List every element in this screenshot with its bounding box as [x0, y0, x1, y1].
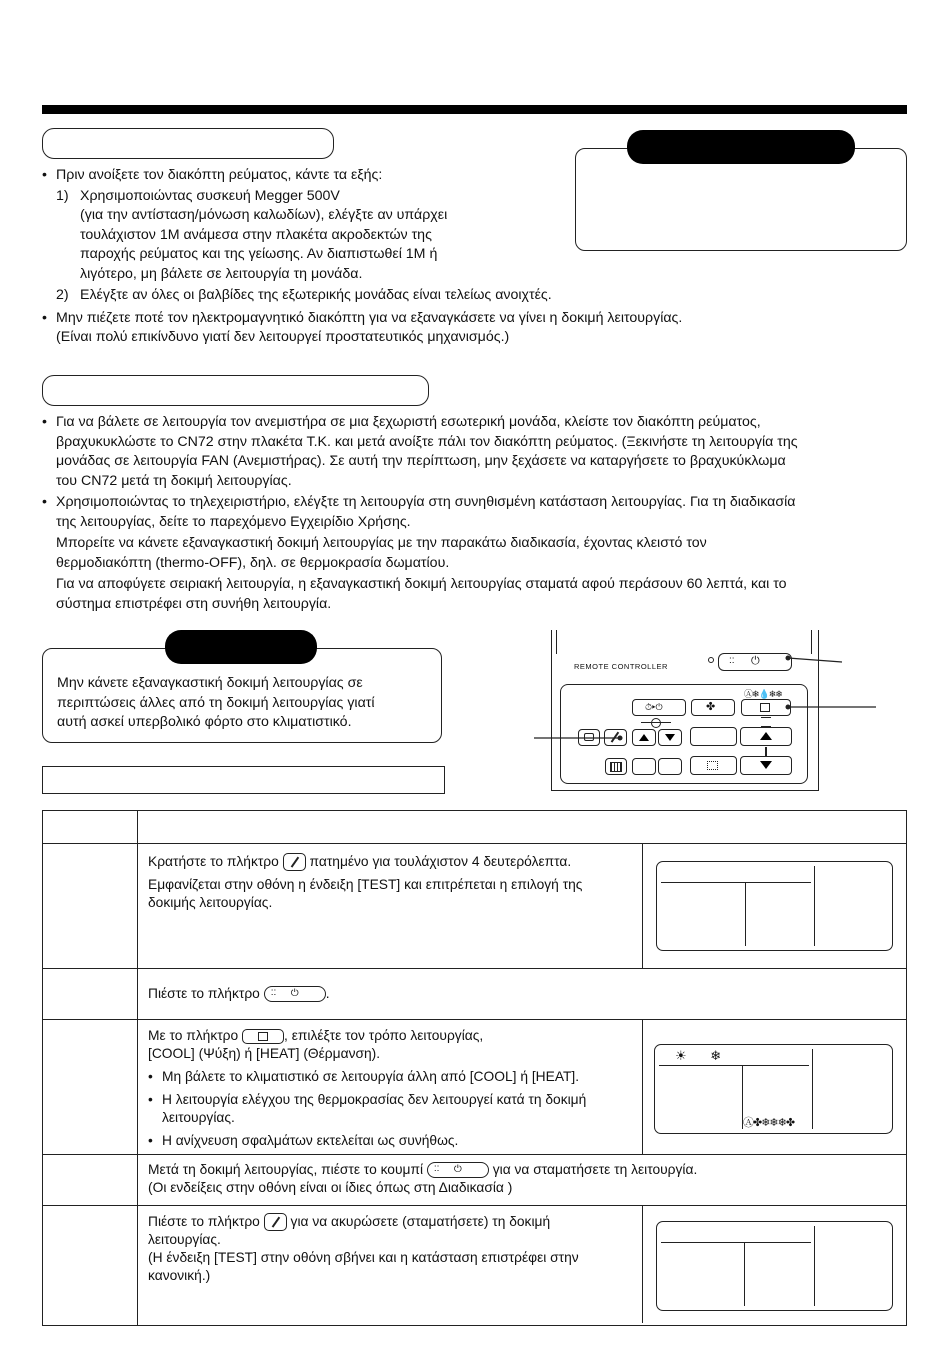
power-icon: ⏻: [751, 655, 760, 667]
remote-blank-button-2[interactable]: [632, 758, 656, 775]
table-row-divider-2: [43, 1019, 906, 1020]
down-arrow-icon: [760, 761, 772, 769]
step3-lcd-display: [654, 1044, 893, 1134]
section2-para3: Μπορείτε να κάνετε εξαναγκαστική δοκιμή λειτουργίας με την παρακάτω διαδικασία, έχοντας κλειστό τον θερμοδιακόπτη (thermo-OFF), δηλ. σε θερμοκρασία δωματίου.: [56, 535, 707, 571]
top-rule: [42, 105, 907, 114]
section1-item1: 1) Χρησιμοποιώντας συσκευή Megger 500V (για την αντίσταση/μόνωση καλωδίων), ελέγξτε αν υπάρχει τουλάχιστον 1M ανάμεσα στην πλακέτα ακροδεκτών της παροχής ρεύματος και της γείωσης. Αν διαπιστωθεί 1M ή λιγότερο, μη βάλετε σε λειτουργία τη μονάδα.: [56, 187, 448, 282]
table-lcd-divider-5: [642, 1205, 643, 1323]
remote-run-stop-button[interactable]: :: ⏻: [718, 653, 792, 671]
section1-bullet2: • Μην πιέζετε ποτέ τον ηλεκτρομαγνητικό διακόπτη για να εξαναγκάσετε να γίνει η δοκιμή λειτουργίας. (Είναι πολύ επικίνδυνο γιατί δεν λειτουργεί προστατευτικός μηχανισμός.): [42, 309, 683, 345]
step3-bullet2: • Η λειτουργία ελέγχου της θερμοκρασίας δεν λειτουργεί κατά τη δοκιμή λειτουργίας.: [148, 1092, 587, 1125]
test-key-icon: [283, 853, 306, 871]
caution-text: Μην κάνετε εξαναγκαστική δοκιμή λειτουργίας σε περιπτώσεις άλλες από τη δοκιμή λειτουργίας γιατί αυτή ασκεί υπερβολικό φόρτο στο κλιματιστικό.: [57, 675, 375, 730]
section2-bullet1: • Για να βάλετε σε λειτουργία τον ανεμιστήρα σε μια ξεχωριστή εσωτερική μονάδα, κλείστε τον διακόπτη ρεύματος, βραχυκυκλώστε το CN72 στην πλακέτα Τ.Κ. και μετά ανοίξτε πάλι τον διακόπτη ρεύματος. (Ξεκινήστε τη λειτουργία της μονάδας σε λειτουργία FAN (Ανεμιστήρας). Σε αυτή την περίπτωση, μην ξεχάσετε να καταργήσετε το βραχυκύκλωμα του CN72 μετά τη δοκιμή λειτουργίας.: [42, 414, 798, 489]
remote-leader-lines: [520, 640, 890, 750]
procedure-table: [42, 810, 907, 1326]
remote-label: REMOTE CONTROLLER: [574, 662, 668, 671]
step5-lcd-display: [656, 1221, 893, 1311]
section1-body: [42, 166, 802, 348]
test-key-icon: [264, 1213, 287, 1231]
table-header-divider: [43, 843, 906, 844]
step2-text: Πιέστε το πλήκτρο :: ⏻ .: [148, 985, 888, 1003]
step3-text: Με το πλήκτρο , επιλέξτε τον τρόπο λειτουργίας, [COOL] (Ψύξη) ή [HEAT] (Θέρμανση). • Μη βάλετε το κλιματιστικό σε λειτουργία άλλη από [COOL] ή [HEAT]. • Η λειτουργία ελέγχου της θερμοκρασίας δεν λειτουργεί κατά τη δοκιμή λειτουργίας. • Η ανίχνευση σφαλμάτων εκτελείται ως συνήθως.: [148, 1027, 638, 1150]
section2-body: [42, 413, 907, 614]
table-col-divider: [137, 811, 138, 1325]
step1-lcd-display: [656, 861, 893, 951]
remote-mode-icons: Ⓐ❄💧❄❄: [744, 689, 782, 699]
run-stop-key-icon: :: ⏻: [427, 1162, 489, 1178]
wrench-icon: [290, 857, 298, 868]
step5-text: Πιέστε το πλήκτρο για να ακυρώσετε (σταματήσετε) τη δοκιμή λειτουργίας. (Η ένδειξη [TEST] στην οθόνη σβήνει και η κατάσταση επιστρέφει στην κανονική.): [148, 1214, 579, 1284]
fan-icon: ✤: [706, 701, 716, 713]
grid-icon: [610, 762, 622, 772]
lcd-mode-icons: Ⓐ✤❄❄❄✤: [743, 1117, 795, 1129]
remote-temp-down-button[interactable]: [740, 756, 792, 775]
table-row-divider-4: [43, 1205, 906, 1206]
warning-heading: [627, 130, 855, 164]
table-lcd-divider-3: [642, 1019, 643, 1154]
caution-heading: [165, 630, 317, 664]
wrench-icon: [271, 1217, 279, 1228]
power-icon: ⏻: [290, 988, 299, 1000]
section1-item2: 2) Ελέγξτε αν όλες οι βαλβίδες της εξωτερικής μονάδας είναι τελείως ανοιχτές.: [56, 287, 552, 303]
mode-key-icon: [242, 1029, 284, 1044]
dotted-box-icon: [707, 761, 718, 770]
table-lcd-divider-1: [642, 843, 643, 968]
section2-para4: Για να αποφύγετε σειριακή λειτουργία, η εξαναγκαστική δοκιμή λειτουργίας σταματά αφού περάσουν 60 λεπτά, και το σύστημα επιστρέφει στη συνήθη λειτουργία.: [56, 576, 787, 612]
remote-dotted-button[interactable]: [690, 756, 737, 775]
section1-bullet1: • Πριν ανοίξετε τον διακόπτη ρεύματος, κάντε τα εξής:: [42, 167, 383, 183]
remote-blank-button-3[interactable]: [658, 758, 682, 775]
lcd-heat-cool-icons: ☀ ❄: [675, 1048, 732, 1063]
section2-heading: [42, 375, 429, 406]
step3-bullet1: • Μη βάλετε το κλιματιστικό σε λειτουργία άλλη από [COOL] ή [HEAT].: [148, 1069, 580, 1084]
procedure-heading: [42, 766, 445, 794]
step4-text: Μετά τη δοκιμή λειτουργίας, πιέστε το κουμπί :: ⏻ για να σταματήσετε τη λειτουργία. (Οι ενδείξεις στην οθόνη είναι οι ίδιες όπως στη Διαδικασία ): [148, 1162, 698, 1195]
table-row-divider-1: [43, 968, 906, 969]
run-stop-key-icon: :: ⏻: [264, 986, 326, 1002]
remote-grid-button[interactable]: [605, 758, 627, 775]
remote-timer-button[interactable]: ⏱▸⏻: [632, 699, 686, 716]
power-icon: ⏻: [453, 1164, 462, 1176]
section1-heading: [42, 128, 334, 159]
mode-icon: [258, 1032, 268, 1041]
section2-bullet2: • Χρησιμοποιώντας το τηλεχειριστήριο, ελέγξτε τη λειτουργία στη συνηθισμένη κατάσταση λειτουργίας. Για τη διαδικασία της λειτουργίας, δείτε το παρεχόμενο Εγχειρίδιο Χρήσης.: [42, 494, 796, 530]
table-row-divider-3: [43, 1154, 906, 1155]
step1-text: Κρατήστε το πλήκτρο πατημένο για τουλάχιστον 4 δευτερόλεπτα. Εμφανίζεται στην οθόνη η ένδειξη [TEST] και επιτρέπεται η επιλογή της δοκιμής λειτουργίας.: [148, 854, 583, 911]
step3-bullet3: • Η ανίχνευση σφαλμάτων εκτελείται ως συνήθως.: [148, 1133, 459, 1148]
